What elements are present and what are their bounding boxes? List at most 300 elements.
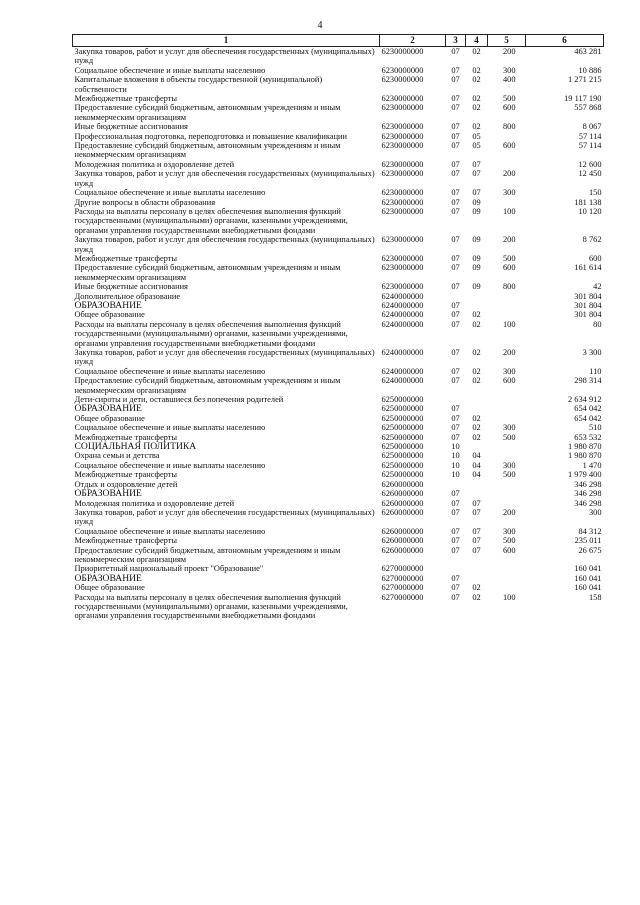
row-section: 07 xyxy=(451,526,460,536)
row-expense-type: 200 xyxy=(502,235,516,245)
row-name: Охрана семьи и детства xyxy=(74,451,160,461)
row-name: Социальное обеспечение и иные выплаты населению xyxy=(74,423,266,433)
row-name: Межбюджетные трансферты xyxy=(74,94,178,104)
row-name: Капитальные вложения в объекты государственной (муниципальной) собственности xyxy=(74,75,323,94)
row-section: 07 xyxy=(451,300,460,310)
row-subsection xyxy=(466,442,488,451)
row-code: 6230000000 xyxy=(381,47,424,56)
row-expense-type: 800 xyxy=(502,122,516,132)
row-subsection: 02 xyxy=(472,583,481,593)
row-expense-type: 500 xyxy=(502,94,516,104)
row-expense-type xyxy=(488,564,526,573)
row-section: 07 xyxy=(451,94,460,104)
row-section: 07 xyxy=(451,507,460,517)
row-amount: 2 634 912 xyxy=(568,395,602,405)
row-amount: 346 298 xyxy=(574,489,602,499)
row-subsection: 07 xyxy=(472,507,481,517)
row-amount: 463 281 xyxy=(574,47,602,56)
row-subsection: 07 xyxy=(472,498,481,508)
table-row xyxy=(73,546,604,565)
row-code: 6230000000 xyxy=(381,282,424,292)
row-expense-type: 600 xyxy=(502,141,516,151)
page-number: 4 xyxy=(317,20,323,31)
row-amount: 26 675 xyxy=(578,545,602,555)
row-subsection: 09 xyxy=(472,253,481,263)
column-header-4: 4 xyxy=(466,35,488,47)
row-name: Закупка товаров, работ и услуг для обеспечения государственных (муниципальных) нужд xyxy=(74,169,375,188)
row-expense-type xyxy=(488,310,526,319)
row-amount: 1 271 215 xyxy=(568,75,602,85)
row-code: 6240000000 xyxy=(381,319,424,329)
row-name: Предоставление субсидий бюджетным, автономным учреждениям и иным некоммерческим организациям xyxy=(74,376,341,395)
row-section: 07 xyxy=(451,122,460,132)
row-expense-type: 600 xyxy=(502,103,516,113)
table-row xyxy=(73,574,604,583)
row-code: 6230000000 xyxy=(381,253,424,263)
row-code: 6260000000 xyxy=(381,526,424,536)
table-row xyxy=(73,188,604,197)
row-expense-type: 300 xyxy=(502,460,516,470)
row-code: 6240000000 xyxy=(381,310,424,320)
row-expense-type: 100 xyxy=(502,592,516,602)
row-amount: 235 011 xyxy=(574,536,602,546)
row-section: 07 xyxy=(451,188,460,198)
row-expense-type: 600 xyxy=(502,376,516,386)
row-name: Социальное обеспечение и иные выплаты населению xyxy=(74,188,266,198)
row-subsection: 02 xyxy=(472,348,481,357)
row-code: 6250000000 xyxy=(381,442,424,452)
row-amount: 150 xyxy=(588,188,602,198)
table-row xyxy=(73,254,604,263)
row-name: Социальное обеспечение и иные выплаты населению xyxy=(74,526,266,536)
row-subsection: 07 xyxy=(472,169,481,179)
table-row xyxy=(73,75,604,94)
row-expense-type xyxy=(488,198,526,207)
row-subsection: 02 xyxy=(472,75,481,85)
row-amount: 10 886 xyxy=(578,65,602,75)
row-section: 07 xyxy=(451,253,460,263)
row-code: 6250000000 xyxy=(381,413,424,423)
table-row xyxy=(73,376,604,395)
row-subsection: 09 xyxy=(472,235,481,245)
row-code: 6240000000 xyxy=(381,300,424,310)
column-header-5: 5 xyxy=(488,35,526,47)
row-code: 6230000000 xyxy=(381,169,424,179)
row-expense-type: 300 xyxy=(502,188,516,198)
table-row xyxy=(73,235,604,254)
row-section: 07 xyxy=(451,348,460,357)
row-code: 6230000000 xyxy=(381,122,424,132)
row-amount: 653 532 xyxy=(574,432,602,442)
row-name: ОБРАЗОВАНИЕ xyxy=(74,404,142,414)
column-header-2: 2 xyxy=(380,35,446,47)
row-expense-type xyxy=(488,301,526,310)
column-header-3: 3 xyxy=(446,35,466,47)
row-amount: 42 xyxy=(593,282,602,292)
row-expense-type xyxy=(488,292,526,301)
row-code: 6230000000 xyxy=(381,197,424,207)
row-code: 6240000000 xyxy=(381,348,424,357)
table-row xyxy=(73,310,604,319)
table-row xyxy=(73,593,604,621)
row-code: 6230000000 xyxy=(381,141,424,151)
row-code: 6260000000 xyxy=(381,545,424,555)
row-amount: 557 868 xyxy=(574,103,602,113)
row-subsection: 02 xyxy=(472,65,481,75)
row-section: 10 xyxy=(451,442,460,452)
table-row xyxy=(73,508,604,527)
table-row xyxy=(73,480,604,489)
row-code: 6230000000 xyxy=(381,159,424,169)
row-amount: 301 804 xyxy=(574,300,602,310)
row-expense-type: 100 xyxy=(502,206,516,216)
row-amount: 1 470 xyxy=(582,460,602,470)
row-name: ОБРАЗОВАНИЕ xyxy=(74,300,142,311)
table-row xyxy=(73,583,604,592)
row-subsection: 02 xyxy=(472,423,481,433)
row-expense-type: 200 xyxy=(502,47,516,56)
row-amount: 160 041 xyxy=(574,583,602,593)
row-name: ОБРАЗОВАНИЕ xyxy=(74,489,142,499)
row-code: 6250000000 xyxy=(381,460,424,470)
table-row xyxy=(73,292,604,301)
row-expense-type: 600 xyxy=(502,545,516,555)
row-expense-type: 500 xyxy=(502,253,516,263)
row-subsection: 02 xyxy=(472,47,481,56)
row-amount: 8 762 xyxy=(582,235,602,245)
row-name: Расходы на выплаты персоналу в целях обеспечения выполнения функций государственными (муниципальными) органами, казенными учреждениями, органами управления государственными внебюджетными фондами xyxy=(74,206,348,235)
row-subsection xyxy=(466,480,488,489)
row-amount: 1 979 400 xyxy=(568,470,602,480)
row-amount: 3 300 xyxy=(582,348,602,357)
table-row xyxy=(73,423,604,432)
row-expense-type: 300 xyxy=(502,366,516,376)
row-amount: 12 450 xyxy=(578,169,602,179)
row-name: Закупка товаров, работ и услуг для обеспечения государственных (муниципальных) нужд xyxy=(74,348,375,367)
row-expense-type xyxy=(488,395,526,404)
row-code: 6230000000 xyxy=(381,235,424,245)
table-row xyxy=(73,207,604,235)
row-code: 6230000000 xyxy=(381,94,424,104)
row-code: 6250000000 xyxy=(381,423,424,433)
row-code: 6260000000 xyxy=(381,489,424,499)
row-subsection: 02 xyxy=(472,432,481,442)
row-expense-type xyxy=(488,414,526,423)
row-name: Общее образование xyxy=(74,583,145,593)
row-expense-type: 600 xyxy=(502,263,516,273)
row-section: 07 xyxy=(451,75,460,85)
row-subsection: 05 xyxy=(472,141,481,151)
row-name: ОБРАЗОВАНИЕ xyxy=(74,573,142,584)
table-row xyxy=(73,536,604,545)
row-name: Общее образование xyxy=(74,413,145,423)
row-amount: 346 298 xyxy=(574,479,602,489)
row-amount: 80 xyxy=(593,319,602,329)
row-section: 07 xyxy=(451,432,460,442)
row-subsection: 02 xyxy=(472,103,481,113)
row-section: 07 xyxy=(451,206,460,216)
row-section: 07 xyxy=(451,197,460,207)
row-amount: 301 804 xyxy=(574,310,602,320)
table-row xyxy=(73,489,604,498)
row-section: 07 xyxy=(451,498,460,508)
row-amount: 158 xyxy=(588,592,602,602)
row-amount: 181 138 xyxy=(574,197,602,207)
row-section: 10 xyxy=(451,451,460,461)
row-name: Межбюджетные трансферты xyxy=(74,470,178,480)
row-name: Социальное обеспечение и иные выплаты населению xyxy=(74,366,266,376)
row-section: 10 xyxy=(451,460,460,470)
row-code: 6250000000 xyxy=(381,451,424,461)
row-subsection: 07 xyxy=(472,526,481,536)
table-row xyxy=(73,470,604,479)
row-expense-type: 500 xyxy=(502,432,516,442)
row-expense-type xyxy=(488,442,526,451)
table-row xyxy=(73,320,604,348)
table-row xyxy=(73,564,604,573)
row-expense-type: 400 xyxy=(502,75,516,85)
row-name: Предоставление субсидий бюджетным, автономным учреждениям и иным некоммерческим организациям xyxy=(74,263,341,282)
row-expense-type: 200 xyxy=(502,169,516,179)
row-code: 6240000000 xyxy=(381,291,424,301)
table-row xyxy=(73,414,604,423)
row-section: 07 xyxy=(451,545,460,555)
row-amount: 510 xyxy=(588,423,602,433)
row-subsection: 02 xyxy=(472,376,481,386)
row-name: Закупка товаров, работ и услуг для обеспечения государственных (муниципальных) нужд xyxy=(74,507,375,527)
row-code: 6260000000 xyxy=(381,507,424,517)
table-row xyxy=(73,461,604,470)
table-row xyxy=(73,47,604,66)
table-row xyxy=(73,395,604,404)
row-section: 07 xyxy=(451,263,460,273)
row-code: 6250000000 xyxy=(381,395,424,405)
row-subsection: 04 xyxy=(472,460,481,470)
row-subsection: 05 xyxy=(472,131,481,141)
row-amount: 57 114 xyxy=(578,141,602,151)
row-section: 07 xyxy=(451,592,460,602)
row-name: Расходы на выплаты персоналу в целях обеспечения выполнения функций государственными (муниципальными) органами, казенными учреждениями, органами управления государственными внебюджетными фондами xyxy=(74,319,348,348)
row-section: 07 xyxy=(451,536,460,546)
table-row xyxy=(73,404,604,413)
row-amount: 160 041 xyxy=(574,564,602,574)
row-name: Межбюджетные трансферты xyxy=(74,253,178,263)
row-name: Предоставление субсидий бюджетным, автономным учреждениям и иным некоммерческим организациям xyxy=(74,103,341,122)
row-name: Отдых и оздоровление детей xyxy=(74,479,178,489)
row-section: 07 xyxy=(451,235,460,245)
row-expense-type xyxy=(488,404,526,413)
row-amount: 346 298 xyxy=(574,498,602,508)
row-section xyxy=(446,292,466,301)
row-amount: 298 314 xyxy=(574,376,602,386)
row-code: 6270000000 xyxy=(381,564,424,574)
row-subsection: 02 xyxy=(472,592,481,602)
row-amount: 1 980 870 xyxy=(568,442,602,452)
row-expense-type xyxy=(488,160,526,169)
row-name: Другие вопросы в области образования xyxy=(74,197,216,207)
table-row xyxy=(73,451,604,460)
row-amount: 84 312 xyxy=(578,526,602,536)
column-header-1: 1 xyxy=(73,35,380,47)
row-expense-type: 500 xyxy=(502,536,516,546)
row-amount: 110 xyxy=(589,366,602,376)
table-row xyxy=(73,499,604,508)
row-code: 6250000000 xyxy=(381,404,424,414)
row-expense-type: 300 xyxy=(502,423,516,433)
row-name: Дети-сироты и дети, оставшиеся без попечения родителей xyxy=(74,395,284,405)
row-subsection: 02 xyxy=(472,319,481,329)
row-subsection: 02 xyxy=(472,310,481,320)
row-subsection xyxy=(466,574,488,583)
row-expense-type xyxy=(488,451,526,460)
row-amount: 300 xyxy=(588,507,602,517)
row-subsection: 02 xyxy=(472,94,481,104)
row-name: Предоставление субсидий бюджетным, автономным учреждениям и иным некоммерческим организациям xyxy=(74,141,341,160)
row-amount: 8 067 xyxy=(582,122,602,132)
row-name: Иные бюджетные ассигнования xyxy=(74,122,188,132)
table-row xyxy=(73,367,604,376)
row-expense-type: 100 xyxy=(502,319,516,329)
row-expense-type: 500 xyxy=(502,470,516,480)
row-section xyxy=(446,395,466,404)
row-code: 6270000000 xyxy=(381,592,424,602)
row-subsection xyxy=(466,292,488,301)
row-code: 6260000000 xyxy=(381,536,424,546)
row-section: 07 xyxy=(451,489,460,499)
row-expense-type: 300 xyxy=(502,526,516,536)
row-subsection: 09 xyxy=(472,263,481,273)
row-code: 6230000000 xyxy=(381,206,424,216)
row-amount: 160 041 xyxy=(574,573,602,583)
table-row xyxy=(73,169,604,188)
row-code: 6230000000 xyxy=(381,188,424,198)
row-subsection: 04 xyxy=(472,451,481,461)
row-amount: 600 xyxy=(588,253,602,263)
row-code: 6240000000 xyxy=(381,366,424,376)
row-code: 6230000000 xyxy=(381,65,424,75)
table-row xyxy=(73,141,604,160)
row-expense-type: 200 xyxy=(502,507,516,517)
table-row xyxy=(73,94,604,103)
row-section: 07 xyxy=(451,423,460,433)
table-body xyxy=(73,47,604,621)
row-section: 07 xyxy=(451,573,460,583)
row-section: 07 xyxy=(451,169,460,179)
row-code: 6260000000 xyxy=(381,479,424,489)
row-amount: 161 614 xyxy=(574,263,602,273)
row-name: Приоритетный национальный проект "Образование" xyxy=(74,564,264,574)
row-section: 07 xyxy=(451,366,460,376)
table-row xyxy=(73,132,604,141)
row-subsection: 07 xyxy=(472,159,481,169)
row-code: 6230000000 xyxy=(381,103,424,113)
table-row xyxy=(73,122,604,131)
table-row xyxy=(73,103,604,122)
row-code: 6250000000 xyxy=(381,470,424,480)
row-code: 6250000000 xyxy=(381,432,424,442)
row-expense-type xyxy=(488,489,526,498)
row-section: 07 xyxy=(451,65,460,75)
row-subsection: 07 xyxy=(472,188,481,198)
row-subsection: 09 xyxy=(472,282,481,292)
row-subsection: 07 xyxy=(472,545,481,555)
row-expense-type xyxy=(488,132,526,141)
row-amount: 301 804 xyxy=(574,291,602,301)
row-subsection xyxy=(466,489,488,498)
row-section: 07 xyxy=(451,159,460,169)
table-row xyxy=(73,301,604,310)
row-subsection: 02 xyxy=(472,366,481,376)
row-name: Социальное обеспечение и иные выплаты населению xyxy=(74,65,266,75)
row-section xyxy=(446,564,466,573)
row-expense-type xyxy=(488,583,526,592)
row-expense-type: 300 xyxy=(502,65,516,75)
table-row xyxy=(73,442,604,451)
row-name: Дополнительное образование xyxy=(74,291,181,301)
table-row xyxy=(73,263,604,282)
row-name: СОЦИАЛЬНАЯ ПОЛИТИКА xyxy=(74,442,197,452)
row-code: 6230000000 xyxy=(381,75,424,85)
row-section: 07 xyxy=(451,103,460,113)
row-amount: 12 600 xyxy=(578,159,602,169)
row-name: Молодежная политика и оздоровление детей xyxy=(74,159,235,169)
row-code: 6230000000 xyxy=(381,263,424,273)
row-name: Общее образование xyxy=(74,310,145,320)
row-section: 07 xyxy=(451,47,460,56)
row-amount: 654 042 xyxy=(574,413,602,423)
row-subsection: 02 xyxy=(472,122,481,132)
table-row xyxy=(73,160,604,169)
table-row xyxy=(73,198,604,207)
row-expense-type: 800 xyxy=(502,282,516,292)
row-section: 10 xyxy=(451,470,460,480)
row-name: Социальное обеспечение и иные выплаты населению xyxy=(74,460,266,470)
row-amount: 1 980 870 xyxy=(568,451,602,461)
row-amount: 19 117 190 xyxy=(564,94,602,104)
row-name: Закупка товаров, работ и услуг для обеспечения государственных (муниципальных) нужд xyxy=(74,47,375,66)
row-code: 6270000000 xyxy=(381,573,424,583)
row-section: 07 xyxy=(451,319,460,329)
row-amount: 10 120 xyxy=(578,206,602,216)
row-section: 07 xyxy=(451,376,460,386)
row-expense-type xyxy=(488,574,526,583)
row-section: 07 xyxy=(451,131,460,141)
table-row xyxy=(73,348,604,367)
row-name: Закупка товаров, работ и услуг для обеспечения государственных (муниципальных) нужд xyxy=(74,235,375,254)
row-code: 6240000000 xyxy=(381,376,424,386)
row-subsection xyxy=(466,404,488,413)
row-section: 07 xyxy=(451,141,460,151)
row-subsection: 09 xyxy=(472,197,481,207)
row-subsection xyxy=(466,564,488,573)
table-header-row xyxy=(73,35,604,47)
row-subsection: 09 xyxy=(472,206,481,216)
row-expense-type xyxy=(488,499,526,508)
row-name: Профессиональная подготовка, переподготовка и повышение квалификации xyxy=(74,131,348,141)
table-row xyxy=(73,66,604,75)
row-code: 6270000000 xyxy=(381,583,424,593)
row-name: Межбюджетные трансферты xyxy=(74,432,178,442)
row-section: 07 xyxy=(451,583,460,593)
row-subsection: 04 xyxy=(472,470,481,480)
row-section: 07 xyxy=(451,404,460,414)
row-name: Расходы на выплаты персоналу в целях обеспечения выполнения функций государственными (муниципальными) органами, казенными учреждениями, органами управления государственными внебюджетными фондами xyxy=(74,592,348,621)
row-subsection xyxy=(466,301,488,310)
row-name: Предоставление субсидий бюджетным, автономным учреждениям и иным некоммерческим организациям xyxy=(74,545,341,564)
row-name: Межбюджетные трансферты xyxy=(74,536,178,546)
row-section: 07 xyxy=(451,413,460,423)
row-name: Иные бюджетные ассигнования xyxy=(74,282,188,292)
